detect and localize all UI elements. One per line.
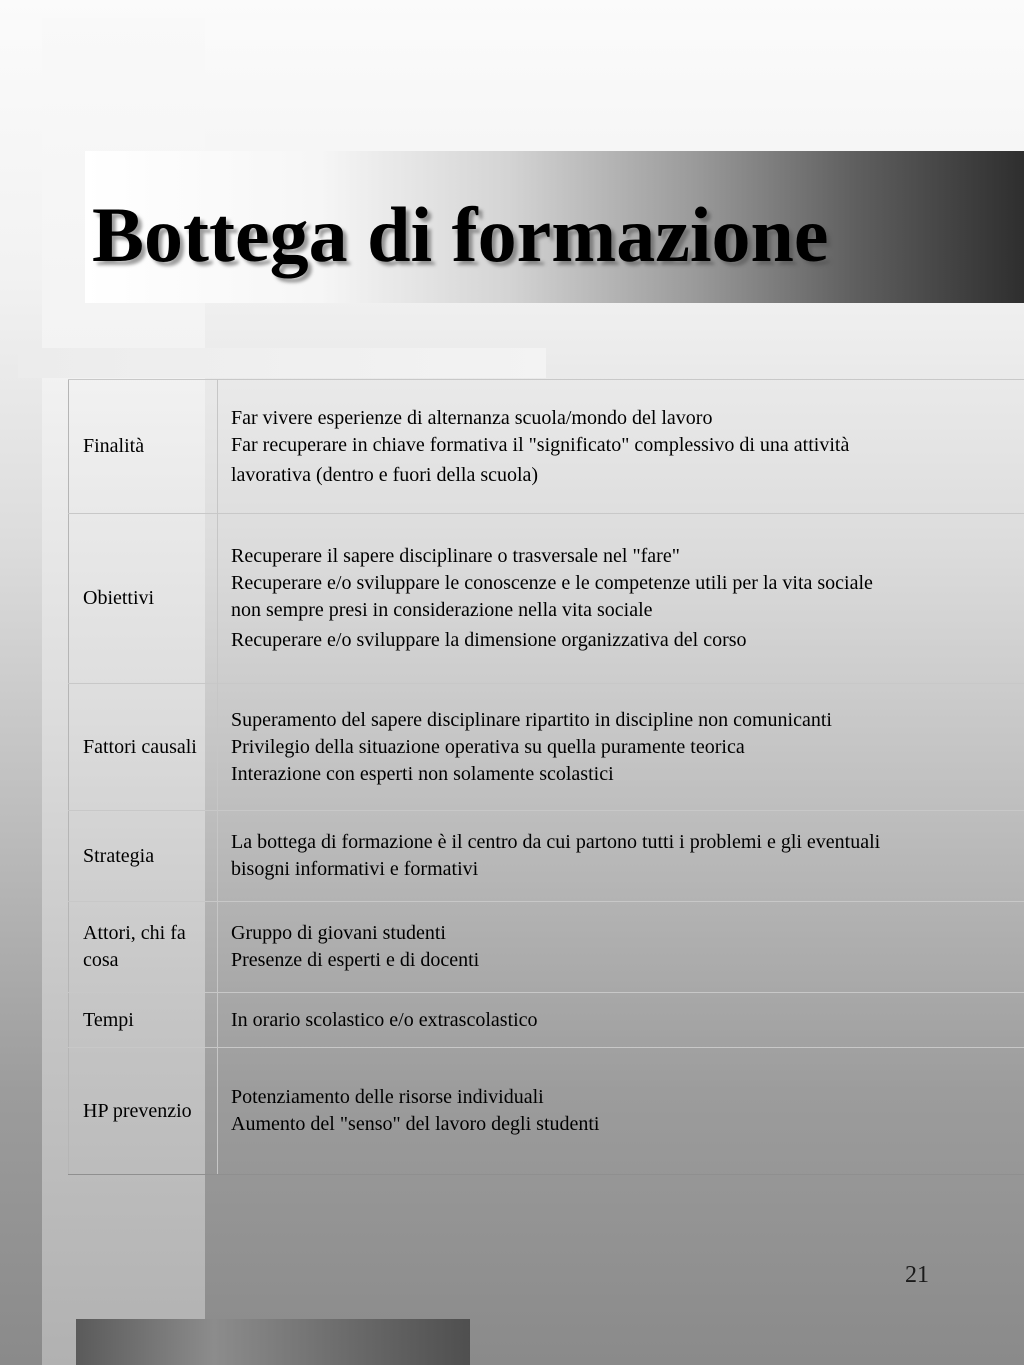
row-content [218, 902, 1024, 993]
content-line: Superamento del sapere disciplinare ripartito in discipline non comunicanti [231, 708, 832, 731]
row-label: Obiettivi [69, 514, 218, 684]
content-line: Interazione con esperti non solamente scolastici [231, 762, 614, 785]
row-content [218, 380, 1024, 514]
table-row-attori [69, 902, 1024, 993]
row-label: HP prevenzio [69, 1048, 218, 1175]
row-content [218, 993, 1024, 1048]
row-content [218, 811, 1024, 902]
content-line: Recuperare e/o sviluppare le conoscenze e le competenze utili per la vita sociale [231, 572, 873, 594]
content-line: lavorativa (dentro e fuori della scuola) [231, 463, 539, 486]
table-row-tempi [69, 993, 1024, 1048]
row-label: Fattori causali [69, 684, 218, 811]
decorative-thin-band [18, 348, 546, 378]
content-line: Aumento del "senso" del lavoro degli studenti [231, 1113, 600, 1135]
content-line: Recuperare il sapere disciplinare o trasversale nel "fare" [231, 545, 680, 567]
content-line: Presenze di esperti e di docenti [231, 949, 480, 971]
slide-title: Bottega di formazione [92, 191, 829, 278]
content-line: Privilegio della situazione operativa su quella puramente teorica [231, 735, 745, 758]
content-table [68, 379, 1024, 1175]
table-row-finalita [69, 380, 1024, 514]
page-number: 21 [905, 1262, 929, 1288]
content-line: non sempre presi in considerazione nella vita sociale [231, 599, 653, 621]
row-content [218, 1048, 1024, 1175]
content-line: In orario scolastico e/o extrascolastico [231, 1008, 538, 1031]
row-label: Finalità [69, 380, 218, 514]
row-content [218, 684, 1024, 811]
decorative-bottom-bar [76, 1319, 470, 1365]
row-label: Attori, chi fa cosa [69, 902, 218, 993]
table-row-hp-prevenzio [69, 1048, 1024, 1175]
content-line: Gruppo di giovani studenti [231, 922, 446, 944]
table-row-obiettivi [69, 514, 1024, 684]
content-line: Potenziamento delle risorse individuali [231, 1086, 544, 1108]
table-row-fattori-causali [69, 684, 1024, 811]
row-label: Strategia [69, 811, 218, 902]
content-line: La bottega di formazione è il centro da cui partono tutti i problemi e gli eventuali [231, 831, 881, 853]
row-label: Tempi [69, 993, 218, 1048]
table-row-strategia [69, 811, 1024, 902]
content-line: Far vivere esperienze di alternanza scuola/mondo del lavoro [231, 406, 713, 429]
content-line: Recuperare e/o sviluppare la dimensione organizzativa del corso [231, 629, 747, 651]
content-line: Far recuperare in chiave formativa il "significato" complessivo di una attività [231, 433, 850, 456]
content-line: bisogni informativi e formativi [231, 858, 479, 880]
row-content [218, 514, 1024, 684]
